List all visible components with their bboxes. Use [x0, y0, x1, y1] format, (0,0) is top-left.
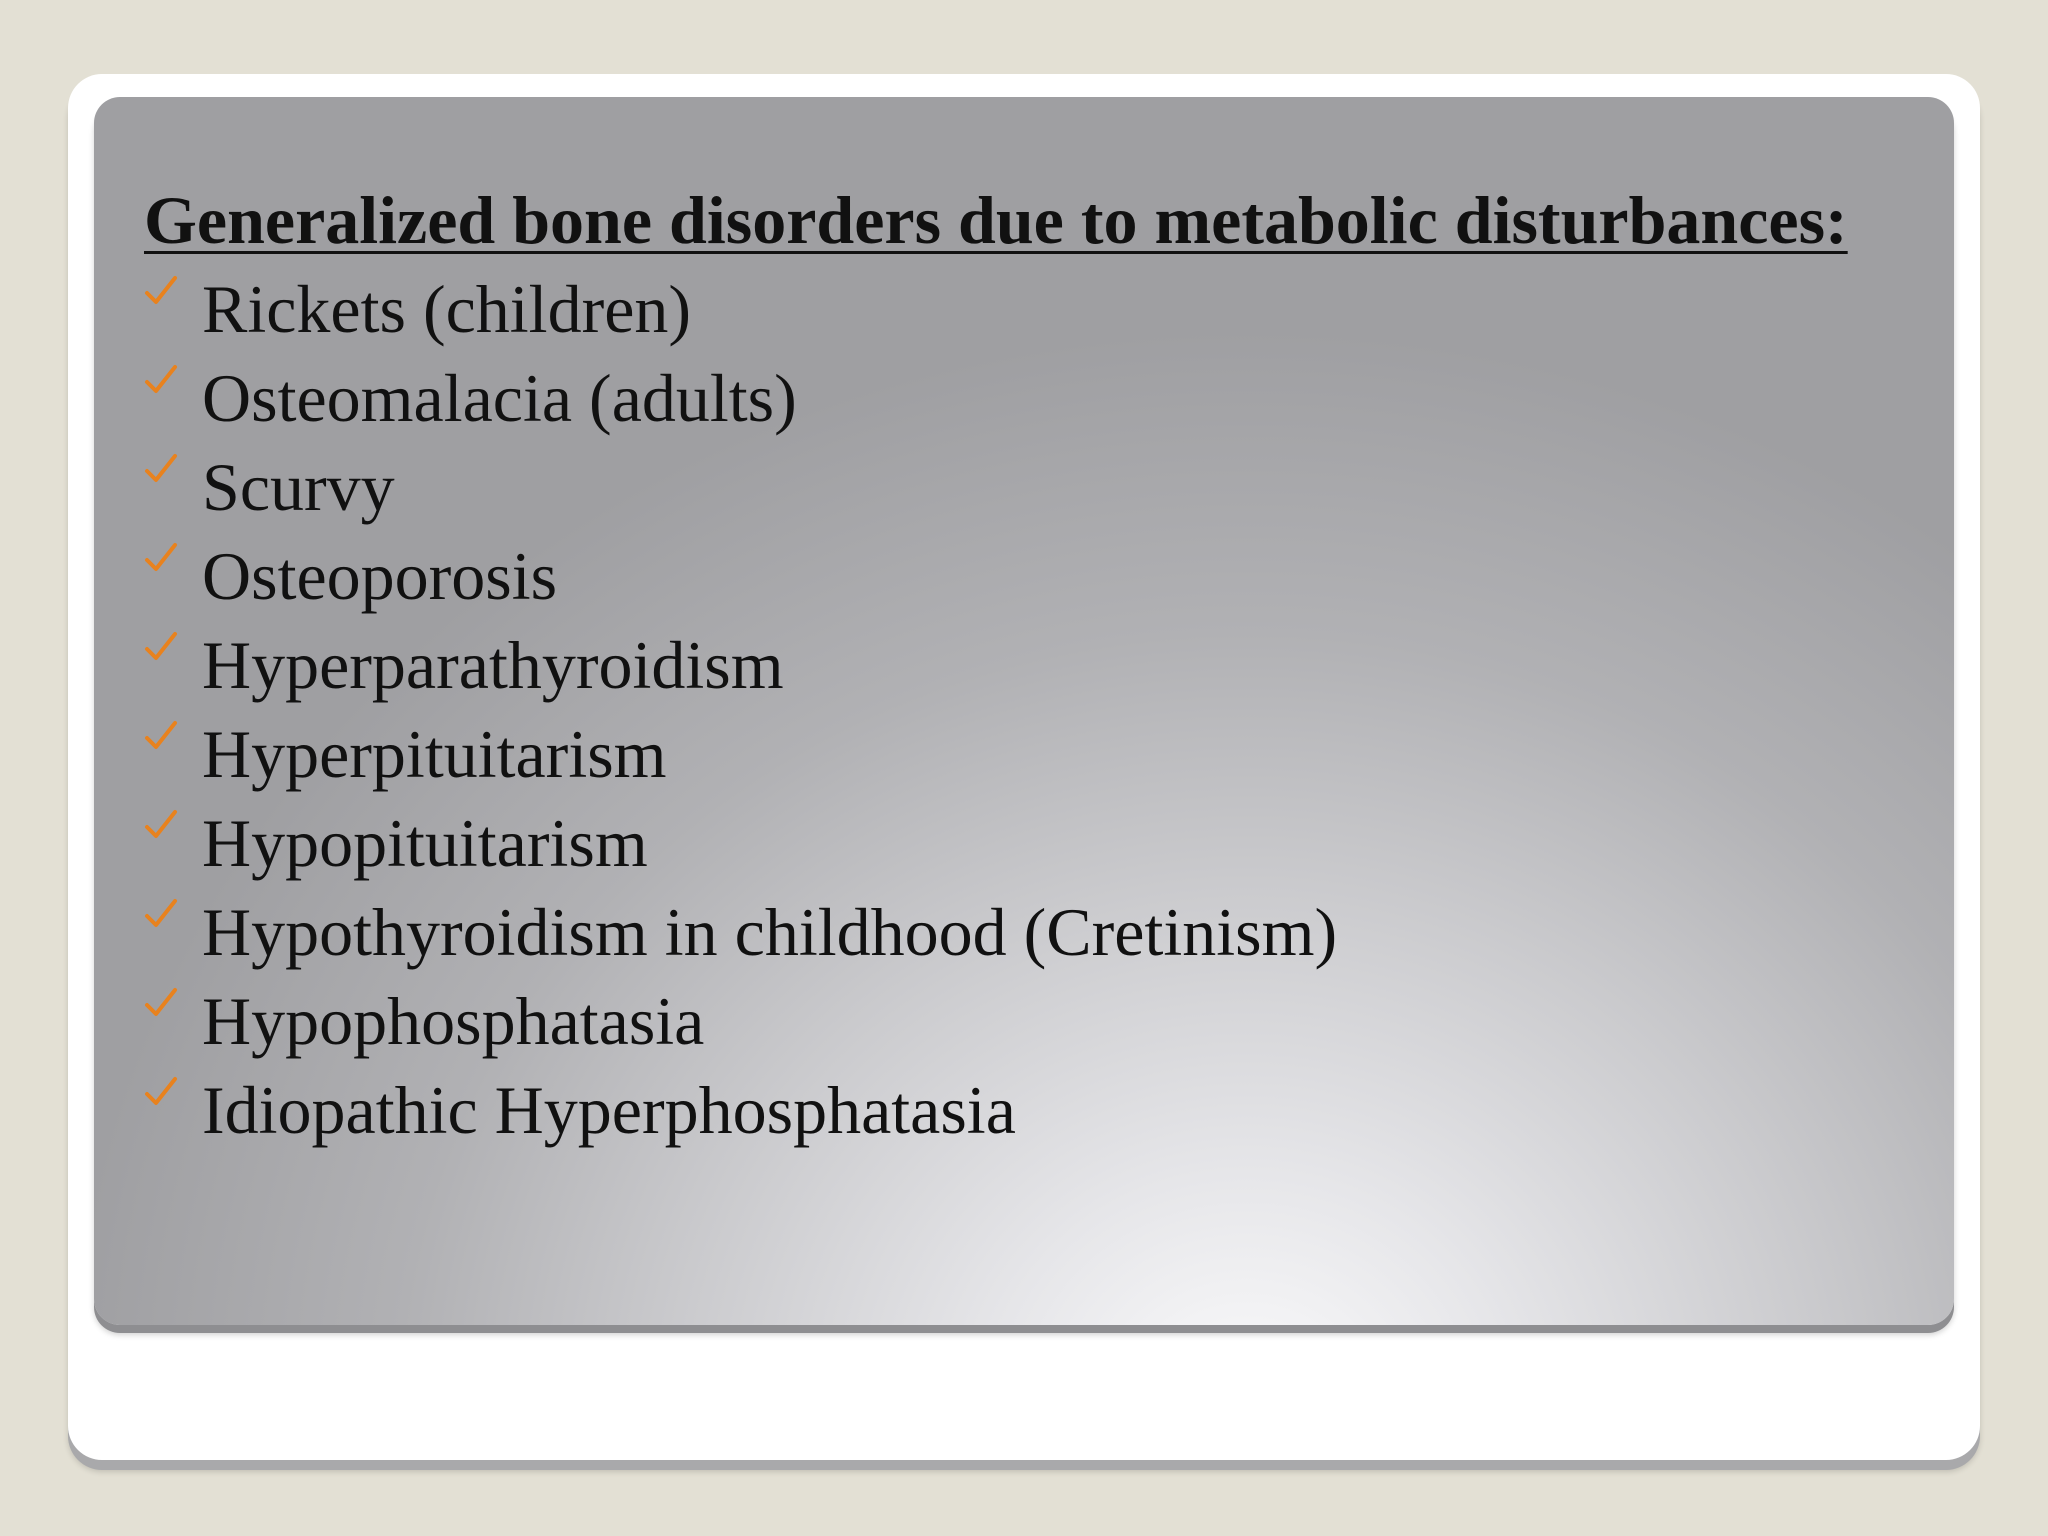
list-item-label: Hyperparathyroidism	[202, 627, 784, 703]
list-item-label: Idiopathic Hyperphosphatasia	[202, 1072, 1016, 1148]
list-item	[144, 267, 1337, 356]
checkmark-icon	[144, 542, 202, 574]
checkmark-icon	[144, 1076, 202, 1108]
list-item-label: Hyperpituitarism	[202, 716, 667, 792]
list-item	[144, 1068, 1337, 1157]
checkmark-icon	[144, 453, 202, 485]
checkmark-icon	[144, 631, 202, 663]
list-item	[144, 623, 1337, 712]
list-item	[144, 712, 1337, 801]
disorder-list	[144, 267, 1337, 1157]
list-item	[144, 979, 1337, 1068]
list-item-label: Scurvy	[202, 449, 395, 525]
list-item	[144, 356, 1337, 445]
list-item-label: Hypopituitarism	[202, 805, 648, 881]
checkmark-icon	[144, 720, 202, 752]
list-item	[144, 445, 1337, 534]
list-item	[144, 801, 1337, 890]
checkmark-icon	[144, 364, 202, 396]
checkmark-icon	[144, 898, 202, 930]
list-item-label: Osteoporosis	[202, 538, 558, 614]
list-item-label: Hypophosphatasia	[202, 983, 705, 1059]
list-item-label: Rickets (children)	[202, 271, 692, 347]
checkmark-icon	[144, 987, 202, 1019]
checkmark-icon	[144, 809, 202, 841]
slide-heading: Generalized bone disorders due to metabolic disturbances:	[144, 182, 1848, 258]
list-item-label: Hypothyroidism in childhood (Cretinism)	[202, 894, 1338, 970]
list-item	[144, 534, 1337, 623]
list-item-label: Osteomalacia (adults)	[202, 360, 797, 436]
list-item	[144, 890, 1337, 979]
checkmark-icon	[144, 275, 202, 307]
